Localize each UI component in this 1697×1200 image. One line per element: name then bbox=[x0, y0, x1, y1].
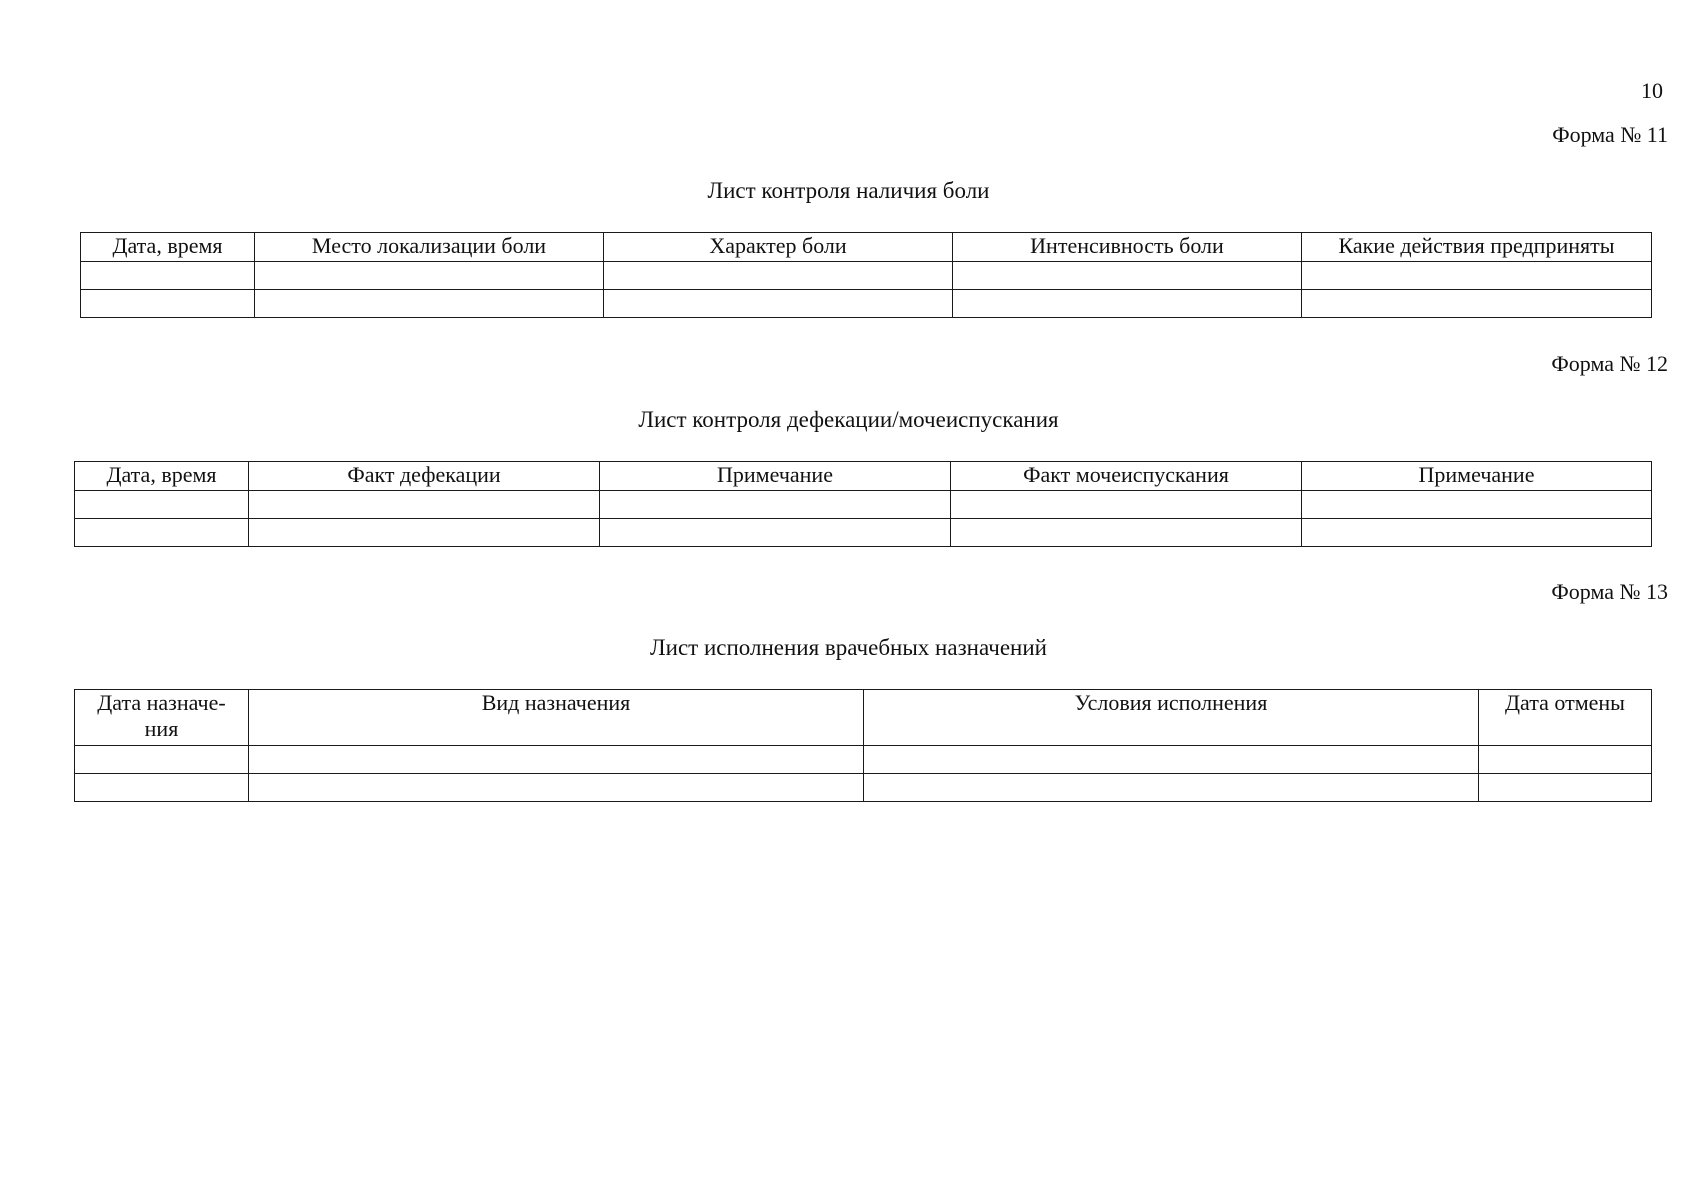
table-cell[interactable] bbox=[951, 519, 1302, 547]
table-header-row bbox=[81, 233, 1652, 262]
table-cell[interactable] bbox=[1479, 746, 1652, 774]
form-13-title: Лист исполнения врачебных назначений bbox=[650, 635, 1047, 660]
table-cell[interactable] bbox=[249, 491, 600, 519]
table-cell[interactable] bbox=[864, 746, 1479, 774]
table-cell[interactable] bbox=[255, 290, 604, 318]
column-header-urination-fact: Факт мочеиспускания bbox=[951, 462, 1302, 491]
table-cell[interactable] bbox=[600, 491, 951, 519]
table-row bbox=[75, 519, 1652, 547]
table-row bbox=[81, 262, 1652, 290]
table-cell[interactable] bbox=[75, 491, 249, 519]
table-cell[interactable] bbox=[81, 290, 255, 318]
table-cell[interactable] bbox=[1302, 290, 1652, 318]
form-11-title: Лист контроля наличия боли bbox=[707, 178, 990, 203]
table-cell[interactable] bbox=[600, 519, 951, 547]
column-header-pain-intensity: Интенсивность боли bbox=[953, 233, 1302, 262]
table-cell[interactable] bbox=[951, 491, 1302, 519]
column-header-date-time: Дата, время bbox=[75, 462, 249, 491]
table-row bbox=[75, 491, 1652, 519]
column-header-actions-taken: Какие действия предприняты bbox=[1302, 233, 1652, 262]
table-cell[interactable] bbox=[953, 262, 1302, 290]
table-cell[interactable] bbox=[249, 519, 600, 547]
column-header-prescription-date: Дата назначе- ния bbox=[75, 690, 249, 746]
column-header-pain-character: Характер боли bbox=[604, 233, 953, 262]
table-cell[interactable] bbox=[604, 290, 953, 318]
table-row bbox=[75, 746, 1652, 774]
column-header-execution-conditions: Условия исполнения bbox=[864, 690, 1479, 746]
form-13-label: Форма № 13 bbox=[1551, 579, 1668, 604]
table-cell[interactable] bbox=[1302, 262, 1652, 290]
table-cell[interactable] bbox=[75, 746, 249, 774]
table-cell[interactable] bbox=[604, 262, 953, 290]
page-number: 10 bbox=[1641, 78, 1663, 103]
medical-prescriptions-table bbox=[74, 689, 1652, 802]
table-cell[interactable] bbox=[1302, 519, 1652, 547]
form-12-label: Форма № 12 bbox=[1551, 351, 1668, 376]
column-header-note: Примечание bbox=[600, 462, 951, 491]
table-cell[interactable] bbox=[249, 746, 864, 774]
pain-control-table bbox=[80, 232, 1652, 318]
column-header-cancellation-date: Дата отмены bbox=[1479, 690, 1652, 746]
table-cell[interactable] bbox=[81, 262, 255, 290]
table-cell[interactable] bbox=[255, 262, 604, 290]
table-row bbox=[75, 774, 1652, 802]
table-cell[interactable] bbox=[864, 774, 1479, 802]
table-cell[interactable] bbox=[249, 774, 864, 802]
defecation-urination-control-table bbox=[74, 461, 1652, 547]
table-cell[interactable] bbox=[1479, 774, 1652, 802]
column-header-date-time: Дата, время bbox=[81, 233, 255, 262]
table-header-row bbox=[75, 690, 1652, 746]
table-cell[interactable] bbox=[953, 290, 1302, 318]
column-header-note: Примечание bbox=[1302, 462, 1652, 491]
table-cell[interactable] bbox=[1302, 491, 1652, 519]
form-11-label: Форма № 11 bbox=[1552, 122, 1668, 147]
column-header-defecation-fact: Факт дефекации bbox=[249, 462, 600, 491]
column-header-prescription-type: Вид назначения bbox=[249, 690, 864, 746]
table-cell[interactable] bbox=[75, 774, 249, 802]
form-12-title: Лист контроля дефекации/мочеиспускания bbox=[638, 407, 1059, 432]
table-cell[interactable] bbox=[75, 519, 249, 547]
table-header-row bbox=[75, 462, 1652, 491]
table-row bbox=[81, 290, 1652, 318]
column-header-pain-location: Место локализации боли bbox=[255, 233, 604, 262]
